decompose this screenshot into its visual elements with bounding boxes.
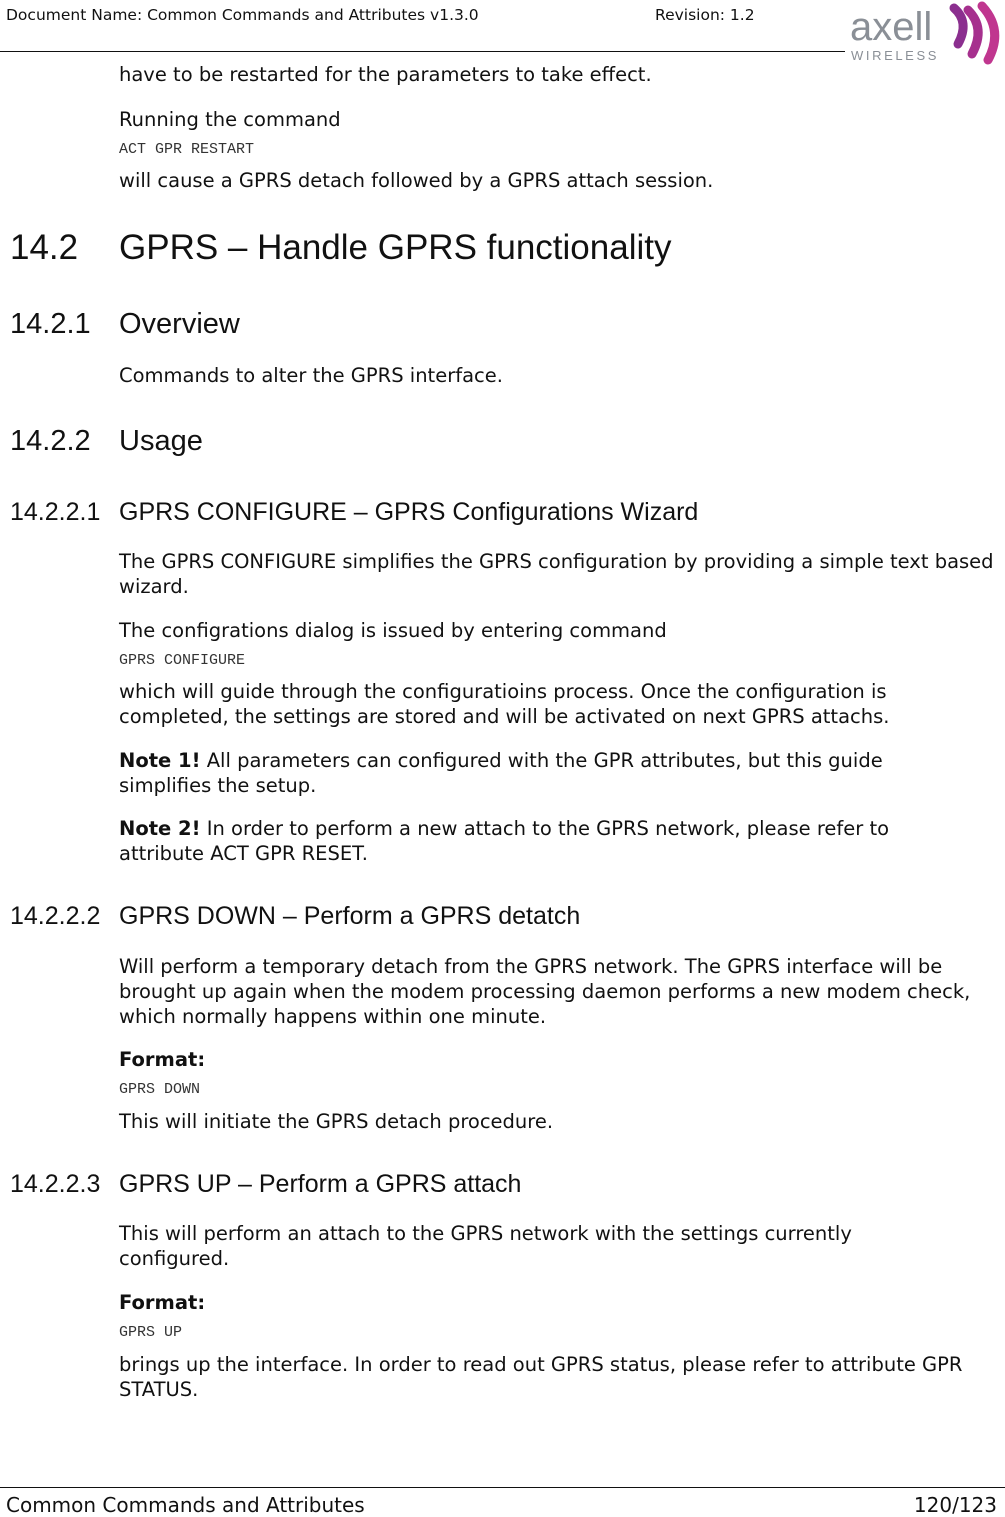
note-1-text: All parameters can configured with the GPR attributes, but this guide simplifies the setup.: [119, 749, 883, 797]
axell-logo: [846, 0, 1005, 70]
configure-number: 14.2.2.1: [10, 498, 101, 526]
code-act-gpr-restart: ACT GPR RESTART: [119, 141, 255, 158]
logo-swoosh-1: [954, 8, 963, 44]
usage-number: 14.2.2: [10, 425, 91, 457]
header-rule: [0, 51, 845, 52]
up-title: GPRS UP – Perform a GPRS attach: [119, 1170, 522, 1198]
usage-title: Usage: [119, 425, 203, 457]
code-gprs-up: GPRS UP: [119, 1324, 183, 1341]
note-2-text: In order to perform a new attach to the GPRS network, please refer to attribute ACT GPR RESET.: [119, 817, 890, 865]
down-p2: This will initiate the GPRS detach procedure.: [119, 1110, 554, 1133]
revision: Revision: 1.2: [655, 6, 755, 24]
up-p1: This will perform an attach to the GPRS network with the settings currently configured.: [119, 1222, 852, 1270]
logo-subtext: WIRELESS: [851, 48, 939, 63]
document-name: Document Name: Common Commands and Attributes v1.3.0: [6, 6, 479, 24]
footer-rule: [0, 1487, 1005, 1488]
code-gprs-configure: GPRS CONFIGURE: [119, 652, 246, 669]
intro-line-2: Running the command: [119, 108, 341, 131]
down-title: GPRS DOWN – Perform a GPRS detatch: [119, 902, 581, 930]
up-number: 14.2.2.3: [10, 1170, 101, 1198]
page-number: 120/123: [913, 1493, 997, 1517]
logo-swoosh-2: [968, 10, 978, 54]
up-format-label: [119, 1290, 205, 1315]
note-1: [119, 748, 959, 798]
down-format-label-text: Format:: [119, 1048, 206, 1071]
logo-text: axell: [850, 5, 933, 49]
intro-line-3: will cause a GPRS detach followed by a GPRS attach session.: [119, 169, 714, 192]
down-p1: Will perform a temporary detach from the GPRS network. The GPRS interface will be brought up again when the modem processing daemon performs a new modem check, which normally happens within one minute.: [119, 955, 971, 1028]
down-number: 14.2.2.2: [10, 902, 101, 930]
note-1-label: Note 1!: [119, 749, 201, 772]
overview-text: Commands to alter the GPRS interface.: [119, 364, 503, 387]
overview-number: 14.2.1: [10, 308, 91, 340]
configure-p2: The configrations dialog is issued by entering command: [119, 619, 667, 642]
note-2-label: Note 2!: [119, 817, 201, 840]
footer-title: Common Commands and Attributes: [6, 1493, 365, 1517]
overview-title: Overview: [119, 308, 240, 340]
down-format-label: [119, 1047, 205, 1072]
intro-line-1: have to be restarted for the parameters to take effect.: [119, 63, 652, 86]
configure-p3: which will guide through the configuratioins process. Once the configuration is completed, the settings are stored and will be activated on next GPRS attachs.: [119, 680, 890, 728]
configure-p1: The GPRS CONFIGURE simplifies the GPRS configuration by providing a simple text based wizard.: [119, 550, 994, 598]
configure-title: GPRS CONFIGURE – GPRS Configurations Wizard: [119, 498, 699, 526]
section-number: 14.2: [10, 228, 79, 267]
note-2: [119, 816, 979, 866]
up-p2: brings up the interface. In order to read out GPRS status, please refer to attribute GPR STATUS.: [119, 1353, 963, 1401]
code-gprs-down: GPRS DOWN: [119, 1081, 201, 1098]
logo-swoosh-3: [982, 6, 995, 60]
up-format-label-text: Format:: [119, 1291, 206, 1314]
section-title: GPRS – Handle GPRS functionality: [119, 228, 672, 267]
